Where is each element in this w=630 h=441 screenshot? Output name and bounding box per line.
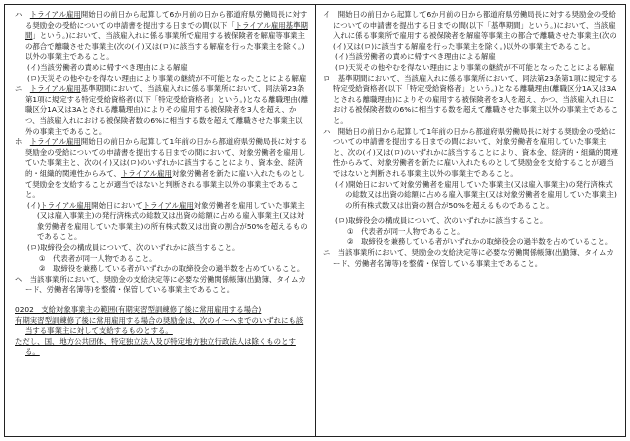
trial-employment-term: トライアル雇用 <box>29 137 81 147</box>
section-title: 0202 支給対象事業主の範囲(有期実習型訓練修了後に常用雇用する場合) <box>15 305 262 315</box>
subitem-ro-1: ① 代表者が同一人物であること。 <box>39 253 157 263</box>
item-ni <box>15 84 309 137</box>
item-text: 対象労働者を新たに雇い入れたものとして奨励金を支給することが適当ではないと判断される事業主以外の事業主であること。 <box>25 168 305 200</box>
subitem-ro: (ロ)天災その他やむを得ない理由により事業の継続が不可能となったことによる解雇 <box>335 62 615 72</box>
subitem-ro: (ロ)天災その他やむを得ない理由により事業の継続が不可能となったことによる解雇 <box>27 73 307 83</box>
trial-employment-term: トライアル雇用 <box>40 200 92 210</box>
subitem-marker: (イ) <box>27 200 41 210</box>
item-text: 基準期間において、当該雇入れに係る事業所において、同法第23条第1項に規定する特定受給資格者(以下「特定受給資格者」という。)となる離職理由(離職区分1A又は3Aとされる離職理由)によりその雇用する被保険者を3人を超え、かつ、当該雇入れにおける被保険者数の6%に相当する数を超えて離職させた事業主以外の事業主であること。 <box>25 84 309 136</box>
subitem-i: (イ)開始日において対象労働者を雇用していた事業主(又は雇入事業主)の発行済株式の総数又は出資の総額に占める雇入事業主(又は対象労働者を雇用していた事業主)の所有株式数又は出資の割合が50%を超えるものであること。 <box>335 179 617 210</box>
item-marker: ニ <box>15 84 30 94</box>
subitem-text: 対象労働者を雇用していた事業主(又は雇入事業主)の発行済株式の総数又は出資の総額に占める雇入事業主(又は対象労働者を雇用していた事業主)の所有株式数又は出資の割合が50%を超えるものであること。 <box>37 200 308 242</box>
subitem-i: (イ)当該労働者の責めに帰すべき理由による解雇 <box>335 52 496 62</box>
subitem-ro: (ロ)取締役会の構成員について、次のいずれかに該当すること。 <box>27 243 240 253</box>
trial-employment-term: トライアル雇用 <box>142 200 194 210</box>
item-text: 開始日の前日から起算して6か月前の日から都道府県労働局長に対する奨励金の受給についての申請書を提出する日までの間(以下「 <box>25 10 308 30</box>
item-he: ヘ 当該事業所において、奨励金の支給決定等に必要な労働関係帳簿(出勤簿、タイムカード、労働者名簿等)を整備・保管している事業主であること。 <box>15 274 306 295</box>
trial-employment-term: トライアル雇用 <box>120 168 172 178</box>
section-body: 有期実習型訓練修了後に常用雇用する場合の奨励金は、次のイ～ヘまでのいずれにも該当する事業主に対して支給するものとする。 <box>15 315 304 336</box>
subitem-i <box>15 201 309 243</box>
trial-employment-period-term: トライアル雇用基準期間 <box>25 20 308 41</box>
right-column-current <box>323 10 619 269</box>
item-marker: ハ <box>15 10 30 19</box>
document-frame <box>4 4 626 437</box>
item-ro: ロ 基準期間において、当該雇入れに係る事業所において、同法第23条第1項に規定する特定受給資格者(以下「特定受給資格者」という。)となる離職理由(離職区分1A又は3Aとされる離職理由)によりその雇用する被保険者を3人を超え、かつ、当該雇入れ日における被保険者数の6%に相当する数を超えて離職させた事業主以外の事業主であること。 <box>323 73 619 125</box>
item-text: 開始日の前日から起算して1年前の日から都道府県労働局長に対する奨励金の受給についての申請書を提出する日までの間において、対象労働者を雇用していた事業主と、次の(イ)又は(ロ)のいずれかに該当することにより、資本金、経済的・組織的関連性からみて、 <box>25 137 308 178</box>
subitem-ro-2: ② 取締役を兼務している者がいずれかの取締役会の過半数を占めていること。 <box>347 237 613 247</box>
item-text: 」という。)において、当該雇入れに係る事業所で雇用する被保険者を解雇等事業主の都合で離職させた事業主(次の(イ)又は(ロ)に該当する解雇を行った事業主を除く。)以外の事業主であること。 <box>25 31 305 62</box>
trial-employment-term: トライアル雇用 <box>29 84 81 94</box>
column-divider <box>315 5 316 436</box>
subitem-i: (イ)当該労働者の責めに帰すべき理由による解雇 <box>27 62 188 72</box>
item-ni: ニ 当該事業所において、奨励金の支給決定等に必要な労働関係帳簿(出勤簿、タイムカード、労働者名簿等)を整備・保管している事業主であること。 <box>323 248 614 268</box>
subitem-ro-1: ① 代表者が同一人物であること。 <box>347 226 465 236</box>
item-i: イ 開始日の前日から起算して6か月前の日から都道府県労働局長に対する奨励金の受給についての申請書を提出する日までの間(以下「基準期間」という。)において、当該雇入れに係る事業所で雇用する被保険者を解雇等事業主の都合で離職させた事業主(次の(イ)又は(ロ)に該当する解雇を行った事業主を除く。)以外の事業主であること。 <box>323 10 617 51</box>
item-ha <box>15 10 309 63</box>
section-note: ただし、国、地方公共団体、特定独立法人及び特定地方独立行政法人は除くものとする。 <box>15 336 296 357</box>
subitem-ro-2: ② 取締役を兼務している者がいずれかの取締役会の過半数を占めていること。 <box>39 264 305 274</box>
subitem-text: 開始日において <box>91 200 143 210</box>
left-column-revised <box>15 10 309 358</box>
item-marker: ホ <box>15 137 30 147</box>
item-ho <box>15 137 309 201</box>
trial-employment-term: トライアル雇用 <box>29 10 81 19</box>
item-ha: ハ 開始日の前日から起算して1年前の日から都道府県労働局長に対する奨励金の受給についての申請書を提出する日までの間において、対象労働者を雇用していた事業主と、次の(イ)又は(ロ)のいずれかに該当することにより、資本金、経済的・組織的関連性からみて、対象労働者を新たに雇い入れたものとして奨励金を支給することが適当ではないと判断される事業主以外の事業主であること。 <box>323 126 618 178</box>
subitem-ro: (ロ)取締役会の構成員について、次のいずれかに該当すること。 <box>335 216 548 226</box>
